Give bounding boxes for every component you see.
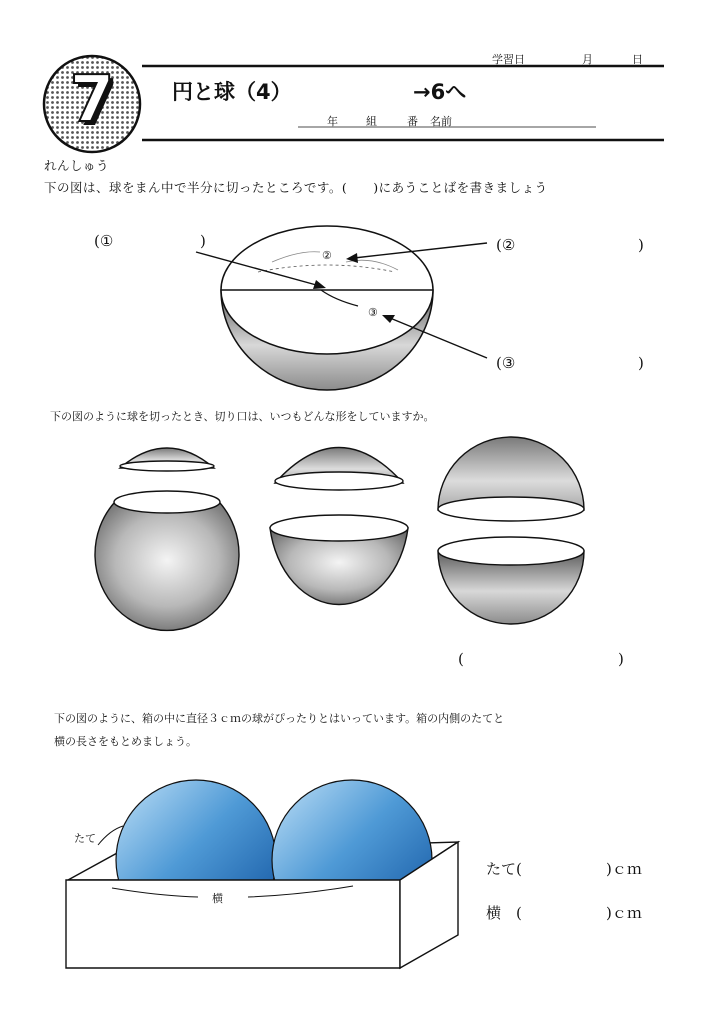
answer-yoko-unit: )ｃｍ <box>606 904 642 922</box>
yoko-label: 横 <box>212 892 223 905</box>
q3-instruction-line2: 横の長さをもとめましょう。 <box>54 735 197 748</box>
q1-mark2: ② <box>322 249 332 262</box>
page-title: 円と球（4） <box>172 80 292 104</box>
name-label: 名前 <box>430 115 452 128</box>
year-label: 年 <box>327 115 338 128</box>
tate-label: たて <box>74 832 96 845</box>
q2-instruction: 下の図のように球を切ったとき、切り口は、いつもどんな形をしていますか。 <box>50 410 435 423</box>
q1-label1-open: (① <box>94 232 114 250</box>
q1-label3-close: ) <box>638 354 644 372</box>
box-with-balls <box>66 780 458 968</box>
q2-answer-close: ) <box>618 650 624 668</box>
practice-label: れんしゅう <box>44 158 110 173</box>
q1-label1-close: ) <box>200 232 206 250</box>
cut-sphere-halves <box>438 437 584 624</box>
class-label: 組 <box>366 115 377 128</box>
q1-label2-close: ) <box>638 236 644 254</box>
answer-yoko-label: 横 ( <box>486 904 522 922</box>
answer-tate-label: たて( <box>486 860 522 878</box>
cut-sphere-medium-cap <box>270 448 408 605</box>
q2-answer-open: ( <box>458 650 464 668</box>
q1-label3-open: (③ <box>496 354 516 372</box>
q1-mark3: ③ <box>368 306 378 319</box>
q1-instruction: 下の図は、球をまん中で半分に切ったところです。( )にあうことばを書きましょう <box>44 180 548 195</box>
next-page-link[interactable]: →6へ <box>413 80 467 104</box>
date-label: 学習日 <box>492 53 525 66</box>
q1-label2-open: (② <box>496 236 516 254</box>
answer-tate-unit: )ｃｍ <box>606 860 642 878</box>
number-label: 番 <box>407 115 418 128</box>
unit-number: 7 <box>69 63 115 137</box>
cut-sphere-small-cap <box>95 448 239 630</box>
q3-instruction-line1: 下の図のように、箱の中に直径３ｃｍの球がぴったりとはいっています。箱の内側のたてと <box>54 712 505 725</box>
month-label: 月 <box>582 53 593 66</box>
day-label: 日 <box>632 53 643 66</box>
